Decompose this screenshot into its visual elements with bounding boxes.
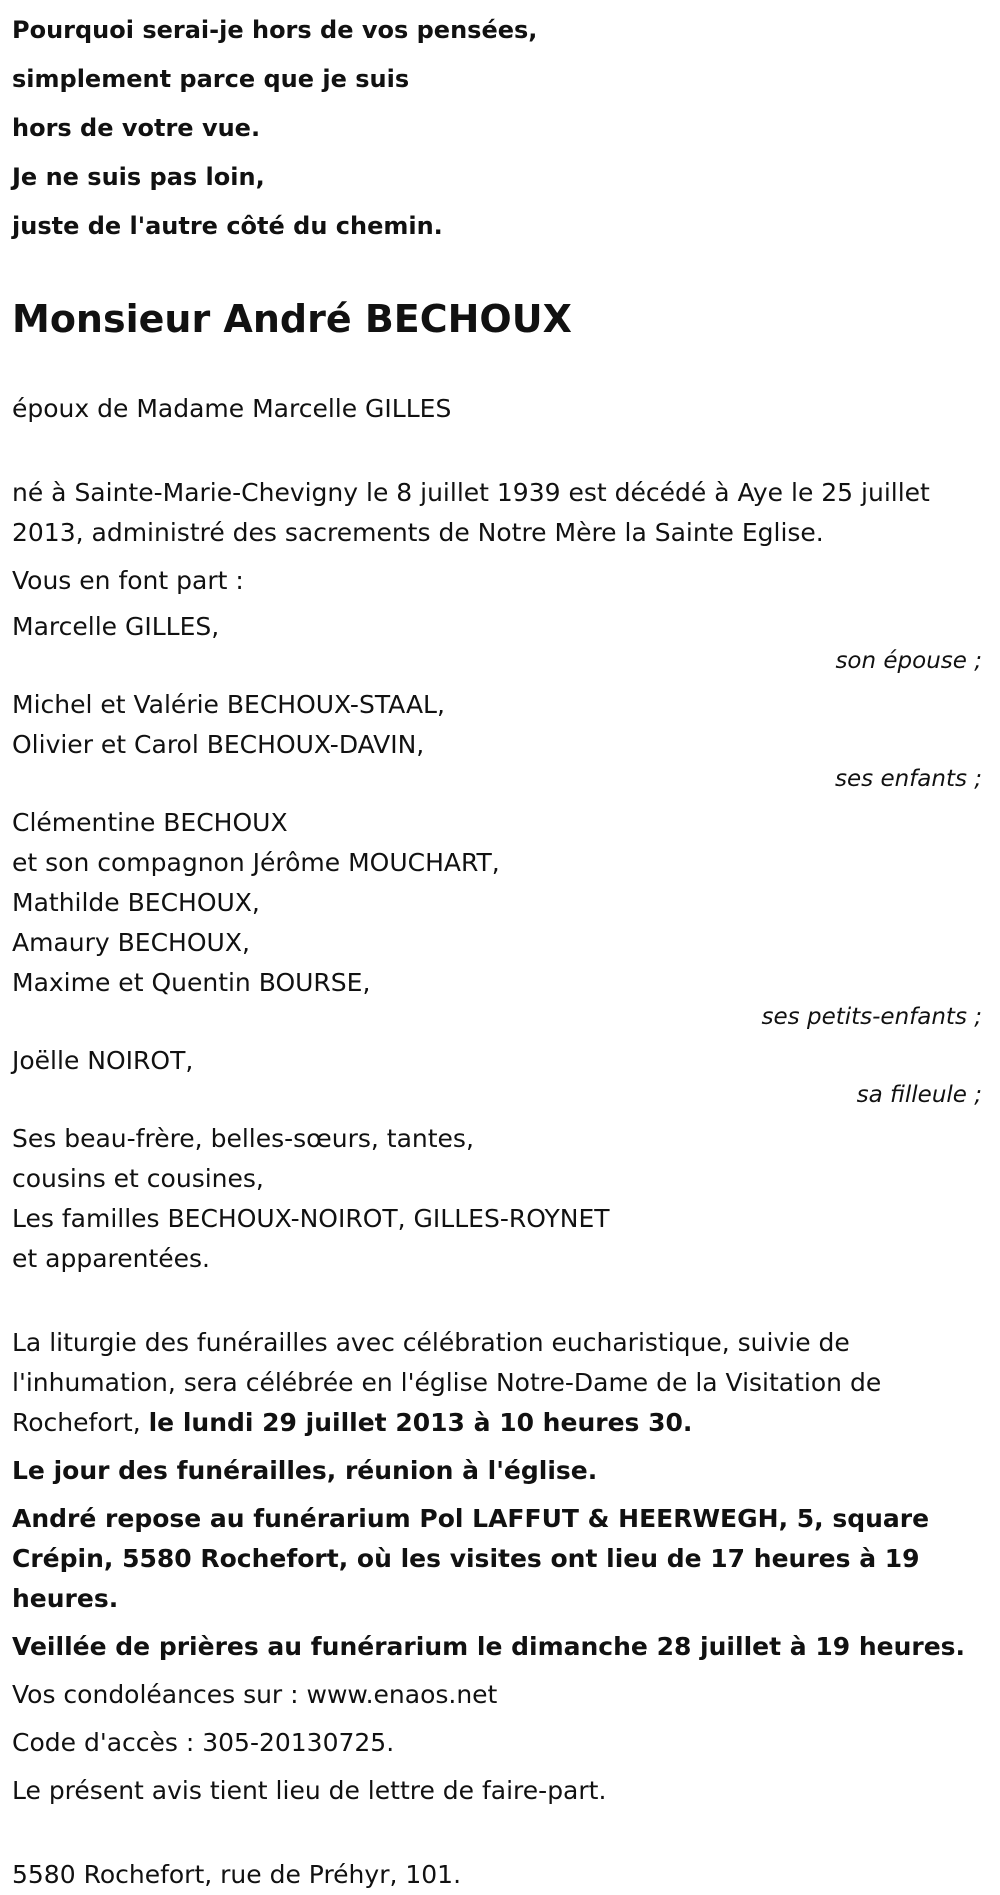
spouse-line: époux de Madame Marcelle GILLES	[12, 394, 452, 423]
access-code: Code d'accès : 305-20130725.	[12, 1728, 395, 1757]
poem-line: hors de votre vue.	[12, 114, 261, 142]
condolences-text: Vos condoléances sur : www.enaos.net	[12, 1680, 498, 1709]
address: 5580 Rochefort, rue de Préhyr, 101.	[12, 1860, 462, 1889]
family-member: Clémentine BECHOUX	[12, 808, 288, 837]
family-member: Michel et Valérie BECHOUX-STAAL,	[12, 690, 445, 719]
extended-family	[12, 1119, 988, 1279]
family-member: Joëlle NOIROT,	[12, 1046, 194, 1075]
family-member: Maxime et Quentin BOURSE,	[12, 968, 371, 997]
family-group-goddaughter	[12, 1041, 988, 1109]
funeral-home-text: André repose au funérarium Pol LAFFUT & HEERWEGH, 5, square Crépin, 5580 Rochefort, où les visites ont lieu de 17 heures à 19 heures.	[12, 1504, 930, 1613]
liturgy-paragraph	[12, 1323, 988, 1443]
poem	[12, 0, 988, 251]
relation-label: son épouse ;	[835, 648, 982, 674]
family-group-spouse	[12, 607, 988, 675]
family-member: Mathilde BECHOUX,	[12, 888, 260, 917]
poem-line: Pourquoi serai-je hors de vos pensées,	[12, 16, 538, 44]
family-member: Marcelle GILLES,	[12, 612, 220, 641]
family-member: et son compagnon Jérôme MOUCHART,	[12, 848, 500, 877]
birth-death-text: né à Sainte-Marie-Chevigny le 8 juillet 1939 est décédé à Aye le 25 juillet 2013, administré des sacrements de Notre Mère la Sainte Eglise.	[12, 478, 930, 547]
family-member: Amaury BECHOUX,	[12, 928, 250, 957]
family-line: cousins et cousines,	[12, 1164, 264, 1193]
family-line: et apparentées.	[12, 1244, 210, 1273]
vigil-text: Veillée de prières au funérarium le dimanche 28 juillet à 19 heures.	[12, 1632, 966, 1661]
family-member: Olivier et Carol BECHOUX-DAVIN,	[12, 730, 425, 759]
liturgy-text: La liturgie des funérailles avec célébration eucharistique, suivie de l'inhumation, sera célébrée en l'église Notre-Dame de la Visitation de Rochefort,	[12, 1328, 882, 1437]
notice-text: Le présent avis tient lieu de lettre de faire-part.	[12, 1776, 607, 1805]
family-group-grandchildren	[12, 803, 988, 1031]
relation-label: ses enfants ;	[835, 766, 982, 792]
poem-line: Je ne suis pas loin,	[12, 163, 265, 191]
family-line: Ses beau-frère, belles-sœurs, tantes,	[12, 1124, 474, 1153]
relation-label: sa filleule ;	[856, 1082, 982, 1108]
deceased-name: Monsieur André BECHOUX	[12, 297, 572, 341]
poem-line: juste de l'autre côté du chemin.	[12, 212, 443, 240]
liturgy-date: le lundi 29 juillet 2013 à 10 heures 30.	[148, 1408, 693, 1437]
poem-line: simplement parce que je suis	[12, 65, 410, 93]
meeting-text: Le jour des funérailles, réunion à l'église.	[12, 1456, 598, 1485]
family-line: Les familles BECHOUX-NOIROT, GILLES-ROYNET	[12, 1204, 610, 1233]
relation-label: ses petits-enfants ;	[761, 1004, 982, 1030]
announcement-intro: Vous en font part :	[12, 566, 244, 595]
family-group-children	[12, 685, 988, 793]
